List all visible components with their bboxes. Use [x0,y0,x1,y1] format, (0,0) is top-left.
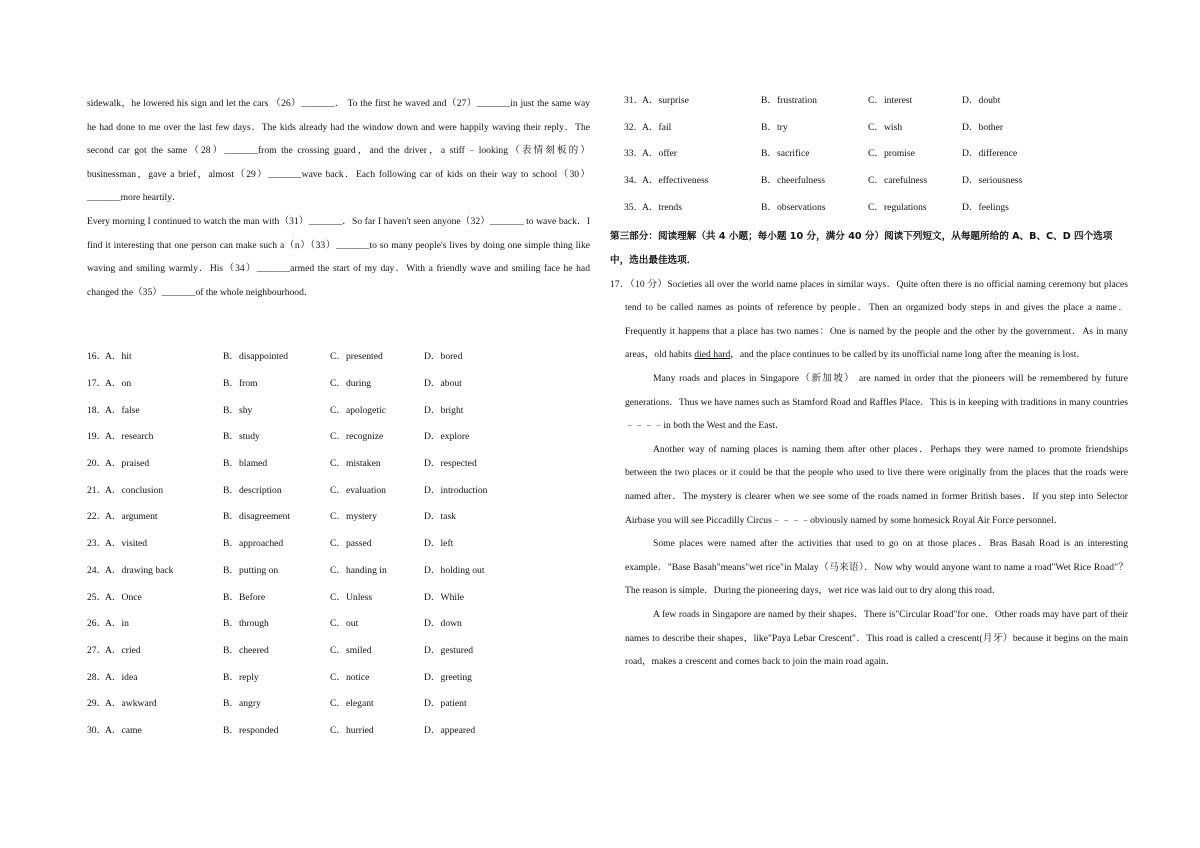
option-c: C．out [330,618,359,630]
option-a: A．cried [105,644,141,656]
reading-passage [610,367,1128,674]
option-c: C．promise [868,148,915,160]
option-a: A．idea [105,671,138,683]
option-a: A．drawing back [105,564,174,576]
question-number: 20． [87,458,107,470]
option-b: B．blamed [223,458,268,470]
option-a: A．fail [642,121,672,133]
option-c: C．during [330,378,372,390]
option-b: B．cheerfulness [761,175,825,187]
option-c: C．smiled [330,644,372,656]
option-row [87,535,590,562]
option-b: B．cheered [223,644,269,656]
intro-text: 17．（10 分）Societies all over the world name places in similar ways．Quite often there is no official naming ceremony but places tend to be called names as points of reference by people．Then an organized body steps in and gives the place a name．Frequently it happens that a place has two names：One is named by the people and the other by the government．As in many areas，old habits [610,278,1128,361]
option-b: B．Before [223,591,266,603]
reading-paragraph: A few roads in Singapore are named by their shapes．There is"Circular Road"for one．Other roads may have part of their names to describe their shapes，like"Paya Lebar Crescent"．This road is called a crescent(月牙）because it begins on the main road，makes a crescent and comes back to join the main road again． [625,608,1128,668]
option-row [87,695,590,722]
option-b: B．disappointed [223,351,289,363]
option-d: D．appeared [424,724,476,736]
right-column [610,92,1128,674]
question-number: 35． [624,201,644,213]
option-d: D．feelings [962,201,1009,213]
option-b: B．try [761,121,788,133]
option-b: B．from [223,378,258,390]
option-row [87,348,590,375]
option-a: A．false [105,404,140,416]
option-b: B．shy [223,404,253,416]
reading-paragraph: Some places were named after the activities that used to go on at those places．Bras Basah Road is an interesting example．"Base Basah"means"wet rice"in Malay（马来语）．Now why would anyone want to name a road"Wet Rice Road"？The reason is simple．During the pioneering days，wet rice was laid out to dry along this road． [625,538,1128,597]
option-b: B．study [223,431,260,443]
option-row [87,428,590,455]
option-a: A．on [105,378,132,390]
option-a: A．conclusion [105,484,164,496]
question-number: 29． [87,698,107,710]
option-d: D．gestured [424,644,474,656]
option-row [610,119,1128,146]
section-heading: 第三部分：阅读理解（共 4 小题；每小题 10 分，满分 40 分）阅读下列短文，从每题所给的 A、B、C、D 四个选项中，选出最佳选项． [610,231,1113,267]
option-c: C．wish [868,121,903,133]
question-number: 16． [87,351,107,363]
option-d: D．While [424,591,464,603]
question-number: 30． [87,724,107,736]
option-row [87,508,590,535]
option-d: D．down [424,618,462,630]
option-row [610,145,1128,172]
option-row [87,722,590,749]
option-row [87,482,590,509]
option-c: C．notice [330,671,370,683]
option-c: C．apologetic [330,404,386,416]
reading-paragraph: Another way of naming places is naming them after other places．Perhaps they were named to promote friendships between the two places or it could be that the people who used to live there were originally from the places that the roads were named after．The mystery is clearer when we see some of the roads named in former British bases．If you step into Selector Airbase you will see Piccadilly Circus﹣﹣﹣﹣obviously named by some homesick Royal Air Force personnel． [625,443,1128,526]
option-d: D．difference [962,148,1018,160]
option-row [87,615,590,642]
option-d: D．about [424,378,462,390]
left-column [87,92,590,749]
option-d: D．introduction [424,484,488,496]
option-a: A．effectiveness [642,175,709,187]
option-row [87,375,590,402]
intro-text: ，and the place continues to be called by its unofficial name long after the meaning is lost． [730,349,1087,361]
question-number: 19． [87,431,107,443]
option-row [87,402,590,429]
option-a: A．Once [105,591,142,603]
option-d: D．holding out [424,564,485,576]
answer-options-list [87,348,590,748]
option-row [87,642,590,669]
question-number: 21． [87,484,107,496]
option-b: B．sacrifice [761,148,810,160]
option-d: D．task [424,511,456,523]
question-number: 34． [624,175,644,187]
option-a: A．awkward [105,698,157,710]
option-c: C．passed [330,538,372,550]
option-c: C．hurried [330,724,374,736]
option-d: D．bother [962,121,1004,133]
option-b: B．observations [761,201,826,213]
cloze-passage-paragraph: Every morning I continued to watch the man with（31）_______．So far I haven't seen anyone（32）_______ to wave back．I find it interesting that one person can make such a（n）（33）_______to so many people's lives by doing one simple thing like waving and smiling warmly．His（34）_______armed the start of my day．With a friendly wave and smiling face he had changed the（35）_______of the whole neighbourhood． [87,215,590,298]
option-c: C．regulations [868,201,927,213]
question-number: 31． [624,95,644,106]
option-d: D．explore [424,431,470,443]
option-d: D．left [424,538,454,550]
option-row [610,92,1128,119]
option-a: A．research [105,431,154,443]
option-d: D．seriousness [962,175,1023,187]
option-a: A．came [105,724,142,736]
option-b: B．through [223,618,269,630]
answer-options-list [610,92,1128,225]
option-d: D．bright [424,404,464,416]
question-number: 24． [87,564,107,576]
option-a: A．hit [105,351,132,363]
option-row [87,669,590,696]
option-a: A．surprise [642,95,689,106]
option-row [610,172,1128,199]
option-b: B．reply [223,671,259,683]
option-d: D．respected [424,458,477,470]
option-c: C．mystery [330,511,377,523]
option-a: A．praised [105,458,150,470]
option-a: A．offer [642,148,677,160]
option-c: C．evaluation [330,484,386,496]
option-d: D．greeting [424,671,472,683]
option-row [87,455,590,482]
option-row [87,562,590,589]
question-number: 26． [87,618,107,630]
option-c: C．interest [868,95,913,106]
underlined-phrase: died hard [694,349,731,361]
option-b: B．responded [223,724,279,736]
option-a: A．visited [105,538,148,550]
option-a: A．in [105,618,129,630]
option-d: D．patient [424,698,467,710]
option-a: A．trends [642,201,682,213]
option-c: C．carefulness [868,175,928,187]
question-number: 22． [87,511,107,523]
question-number: 23． [87,538,107,550]
option-c: C．presented [330,351,383,363]
option-b: B．frustration [761,95,817,106]
option-b: B．description [223,484,282,496]
question-number: 28． [87,671,107,683]
question-number: 33． [624,148,644,160]
question-17-intro [610,273,1128,367]
option-row [87,589,590,616]
question-number: 32． [624,121,644,133]
option-c: C．mistaken [330,458,381,470]
question-number: 18． [87,404,107,416]
question-number: 27． [87,644,107,656]
question-number: 17． [87,378,107,390]
option-b: B．approached [223,538,284,550]
option-c: C．handing in [330,564,387,576]
question-number: 25． [87,591,107,603]
option-b: B．disagreement [223,511,291,523]
option-d: D．doubt [962,95,1001,106]
option-b: B．putting on [223,564,279,576]
option-a: A．argument [105,511,158,523]
option-c: C．Unless [330,591,373,603]
reading-paragraph: Many roads and places in Singapore（新加坡） are named in order that the pioneers will be remembered by future generations．Thus we have names such as Stamford Road and Raffles Place．This is in keeping with traditions in many countries﹣﹣﹣﹣in both the West and the East． [625,373,1128,432]
option-c: C．elegant [330,698,374,710]
option-row [610,199,1128,226]
cloze-passage-paragraph: sidewalk，he lowered his sign and let the cars （26）_______． To the first he waved and（27）_______in just the same way he had done to me over the last few days．The kids already had the window down and were happily waving their reply．The second car got the same（28）_______from the crossing guard，and the driver，a stiff﹣looking（表情刻板的） businessman，gave a brief，almost（29）_______wave back．Each following car of kids on their way to school（30）_______more heartily． [87,98,590,204]
option-c: C．recognize [330,431,384,443]
option-b: B．angry [223,698,261,710]
option-d: D．bored [424,351,463,363]
